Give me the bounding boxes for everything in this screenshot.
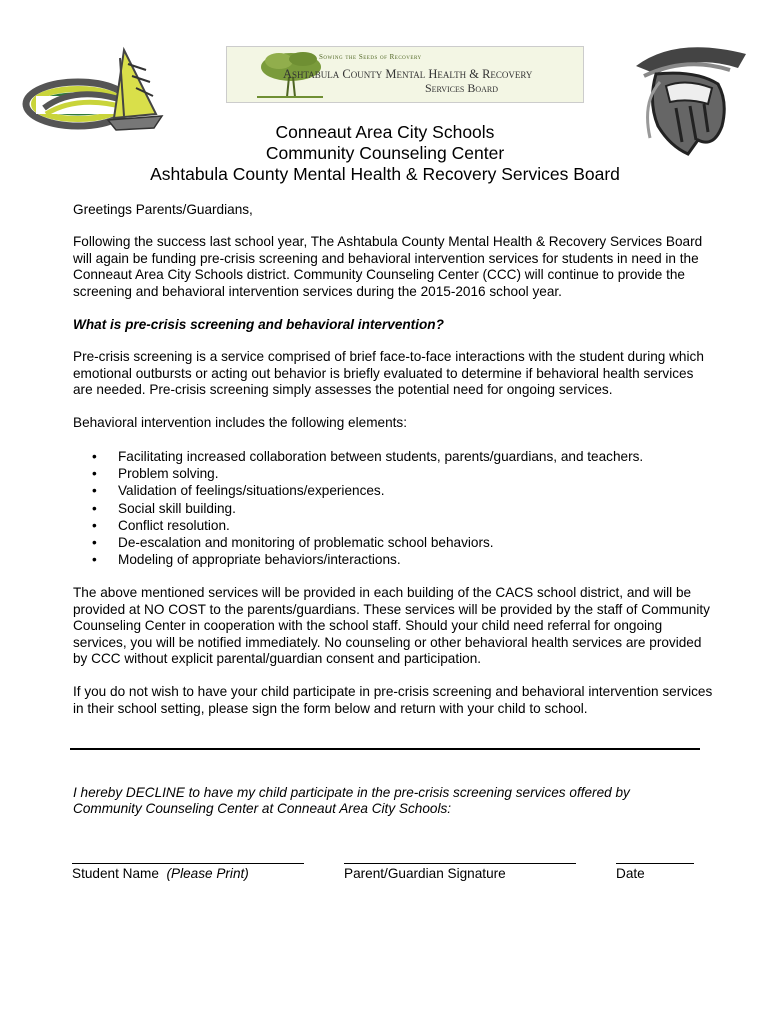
list-item: • Social skill building. xyxy=(92,500,643,517)
list-item: • De-escalation and monitoring of problematic school behaviors. xyxy=(92,534,643,551)
list-item: • Facilitating increased collaboration between students, parents/guardians, and teachers. xyxy=(92,448,643,465)
board-logo xyxy=(226,46,584,103)
signature-label: Parent/Guardian Signature xyxy=(344,866,506,881)
intro-paragraph: Following the success last school year, The Ashtabula County Mental Health & Recovery Services Board will again be funding pre-crisis screening and behavioral intervention services for students in need in the Conneaut Area City Schools district. Community Counseling Center (CCC) will continue to provide the screening and behavioral intervention services during the 2015-2016 school year. xyxy=(73,234,703,299)
list-item: • Modeling of appropriate behaviors/interactions. xyxy=(92,551,643,568)
list-item: • Validation of feelings/situations/experiences. xyxy=(92,482,643,499)
student-name-label: Student Name (Please Print) xyxy=(72,866,249,881)
board-logo-name-line1: Ashtabula County Mental Health & Recovery xyxy=(283,67,533,81)
board-logo-tagline: Sowing the Seeds of Recovery xyxy=(319,53,422,61)
board-name: Ashtabula County Mental Health & Recovery Services Board xyxy=(150,164,620,184)
list-item: • Conflict resolution. xyxy=(92,517,643,534)
section-heading: What is pre-crisis screening and behavioral intervention? xyxy=(73,317,444,332)
list-item: • Problem solving. xyxy=(92,465,643,482)
opt-out-paragraph: If you do not wish to have your child participate in pre-crisis screening and behavioral intervention services in their school setting, please sign the form below and return with your child to school. xyxy=(73,684,713,716)
signature-field[interactable] xyxy=(344,863,576,864)
decline-statement-line1: I hereby DECLINE to have my child participate in the pre-crisis screening services offered by xyxy=(73,785,630,800)
board-logo-name-line2: Services Board xyxy=(425,81,499,95)
definition-paragraph: Pre-crisis screening is a service comprised of brief face-to-face interactions with the student during which emotional outbursts or acting out behavior is briefly evaluated to determine if behavioral health services are needed. Pre-crisis screening simply assesses the potential need for ongoing services. xyxy=(73,349,704,398)
date-field[interactable] xyxy=(616,863,694,864)
student-name-field[interactable] xyxy=(72,863,304,864)
divider xyxy=(70,748,700,750)
elements-intro: Behavioral intervention includes the following elements: xyxy=(73,415,407,430)
school-name: Conneaut Area City Schools xyxy=(275,122,495,142)
student-name-hint: (Please Print) xyxy=(166,866,249,881)
decline-statement-line2: Community Counseling Center at Conneaut Area City Schools: xyxy=(73,801,452,816)
center-name: Community Counseling Center xyxy=(265,143,505,163)
date-label: Date xyxy=(616,866,645,881)
greeting: Greetings Parents/Guardians, xyxy=(73,202,253,217)
services-paragraph: The above mentioned services will be provided in each building of the CACS school district, and will be provided at NO COST to the parents/guardians. These services will be provided by the staff of Community Counseling Center in cooperation with the school staff. Should your child need referral for ongoing services, you will be notified immediately. No counseling or other behavioral health services are provided by CCC without explicit parental/guardian consent and participation. xyxy=(73,585,710,667)
elements-list xyxy=(92,448,643,568)
